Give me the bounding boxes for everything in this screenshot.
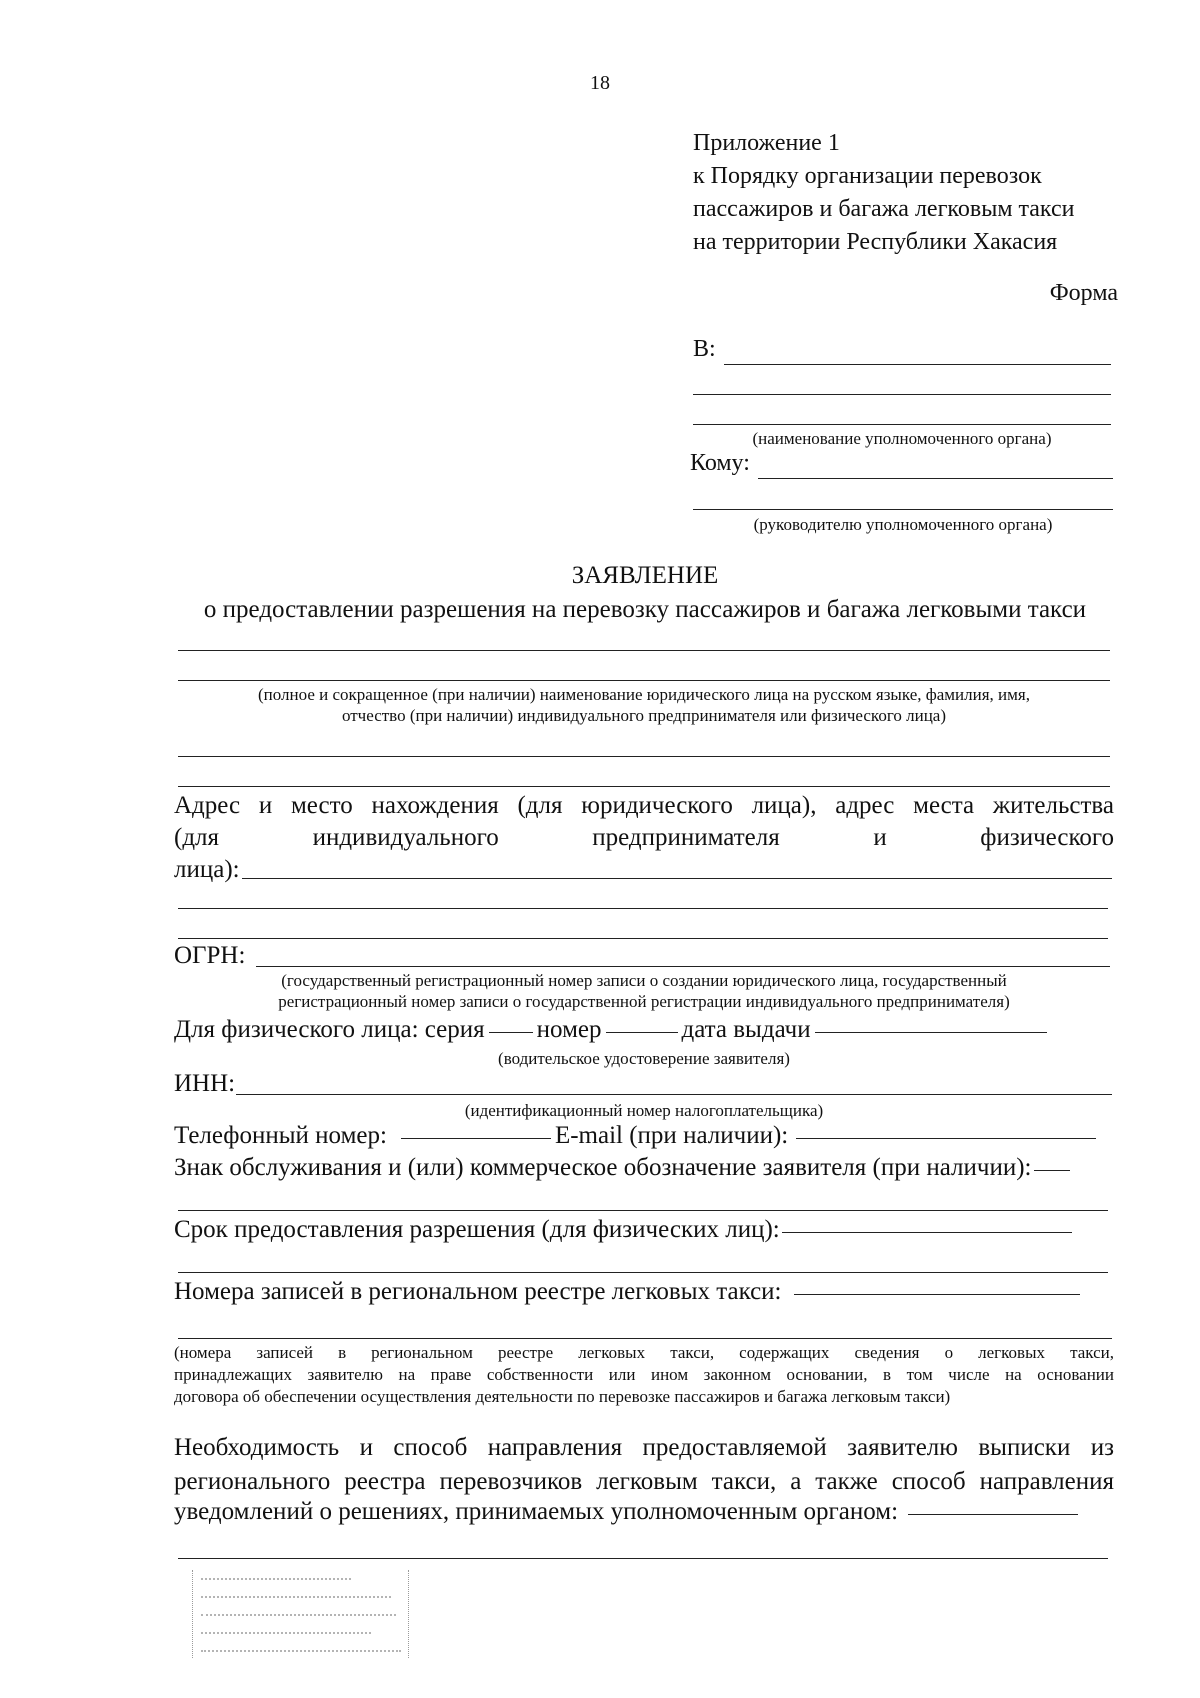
service-mark-row <box>174 1154 1074 1182</box>
appendix-line-3: пассажиров и багажа легковым такси <box>693 196 1075 222</box>
email-field[interactable] <box>796 1137 1096 1139</box>
inn-field-line[interactable] <box>236 1094 1112 1095</box>
appendix-line-4: на территории Республики Хакасия <box>693 229 1058 255</box>
applicant-field-line-4[interactable] <box>178 786 1110 787</box>
permit-term-label: Срок предоставления разрешения (для физических лиц): <box>174 1216 780 1243</box>
registry-note-line-2: принадлежащих заявителю на праве собственности или ином законном основании, в том числе на основании <box>174 1365 1114 1384</box>
document-subtitle: о предоставлении разрешения на перевозку пассажиров и багажа легковыми такси <box>203 596 1087 623</box>
applicant-caption-line-2: отчество (при наличии) индивидуального предпринимателя или физического лица) <box>341 706 947 725</box>
appendix-line-2: к Порядку организации перевозок <box>693 163 1042 189</box>
license-caption: (водительское удостоверение заявителя) <box>498 1049 790 1068</box>
to-field-line-1[interactable] <box>724 364 1111 365</box>
ogrn-label: ОГРН: <box>174 942 246 969</box>
delivery-field[interactable] <box>908 1513 1078 1515</box>
permit-term-field-line-2[interactable] <box>178 1272 1108 1273</box>
whom-field-line-1[interactable] <box>758 478 1113 479</box>
appendix-line-1: Приложение 1 <box>693 130 840 156</box>
registry-field-line-2[interactable] <box>178 1338 1112 1339</box>
registry-note <box>174 1342 1114 1408</box>
form-label: Форма <box>1049 280 1118 306</box>
applicant-caption <box>178 684 1110 726</box>
permit-term-field[interactable] <box>782 1231 1072 1233</box>
inn-caption: (идентификационный номер налогоплательщика) <box>464 1101 824 1120</box>
delivery-line-3: уведомлений о решениях, принимаемых уполномоченным органом: <box>174 1498 899 1525</box>
address-line-1: Адрес и место нахождения (для юридического лица), адрес места жительства <box>174 792 1114 819</box>
delivery-field-line-2[interactable] <box>178 1558 1108 1559</box>
whom-field-line-2[interactable] <box>693 509 1113 510</box>
service-mark-field-1[interactable] <box>1034 1169 1070 1171</box>
whom-caption: (руководителю уполномоченного органа) <box>753 515 1053 534</box>
whom-label: Кому: <box>690 450 750 476</box>
to-label: В: <box>693 336 716 362</box>
faint-stamp <box>192 1570 409 1658</box>
individual-series-label: Для физического лица: серия <box>174 1016 485 1043</box>
individual-date-label: дата выдачи <box>681 1016 811 1043</box>
applicant-field-line-2[interactable] <box>178 680 1110 681</box>
registry-note-line-3: договора об обеспечении осуществления деятельности по перевозке пассажиров и багажа легковым такси) <box>174 1387 951 1406</box>
to-field-line-3[interactable] <box>693 424 1111 425</box>
issue-date-field[interactable] <box>815 1031 1047 1033</box>
to-field-line-2[interactable] <box>693 394 1111 395</box>
phone-label: Телефонный номер: <box>174 1122 387 1149</box>
address-line-2: (для индивидуального предпринимателя и физического <box>174 824 1114 851</box>
delivery-line-1: Необходимость и способ направления предоставляемой заявителю выписки из <box>174 1434 1114 1461</box>
address-field-line-3[interactable] <box>178 938 1108 939</box>
delivery-line-2: регионального реестра перевозчиков легковым такси, а также способ направления <box>174 1468 1114 1495</box>
series-field[interactable] <box>489 1031 533 1033</box>
service-mark-field-line-2[interactable] <box>178 1210 1108 1211</box>
page-number: 18 <box>590 72 610 94</box>
address-field-line-2[interactable] <box>178 908 1108 909</box>
registry-label: Номера записей в региональном реестре легковых такси: <box>174 1278 782 1305</box>
inn-label: ИНН: <box>174 1070 236 1097</box>
appendix-block <box>693 127 1075 259</box>
to-caption: (наименование уполномоченного органа) <box>752 429 1052 448</box>
registry-row <box>174 1278 1084 1306</box>
email-label: E-mail (при наличии): <box>554 1122 789 1149</box>
phone-field[interactable] <box>401 1137 551 1139</box>
ogrn-caption-line-2: регистрационный номер записи о государственной регистрации индивидуального предпринимателя) <box>278 992 1010 1011</box>
registry-note-line-1: (номера записей в региональном реестре легковых такси, содержащих сведения о легковых такси, <box>174 1343 1114 1362</box>
address-line-3: лица): <box>174 856 240 883</box>
ogrn-field-line[interactable] <box>256 966 1110 967</box>
delivery-row <box>174 1498 1082 1526</box>
applicant-caption-line-1: (полное и сокращенное (при наличии) наименование юридического лица на русском языке, фамилия, имя, <box>258 685 1030 704</box>
applicant-field-line-3[interactable] <box>178 756 1110 757</box>
ogrn-caption-line-1: (государственный регистрационный номер записи о создании юридического лица, государственный <box>281 971 1007 990</box>
individual-number-label: номер <box>536 1016 602 1043</box>
permit-term-row <box>174 1216 1076 1244</box>
contacts-row <box>174 1122 1100 1150</box>
service-mark-label: Знак обслуживания и (или) коммерческое обозначение заявителя (при наличии): <box>174 1154 1032 1181</box>
individual-row <box>174 1016 1051 1044</box>
number-field[interactable] <box>606 1031 678 1033</box>
ogrn-caption <box>178 970 1110 1012</box>
registry-field[interactable] <box>794 1293 1080 1295</box>
document-title: ЗАЯВЛЕНИЕ <box>571 562 719 589</box>
applicant-field-line-1[interactable] <box>178 650 1110 651</box>
address-field-line-1[interactable] <box>242 878 1112 879</box>
